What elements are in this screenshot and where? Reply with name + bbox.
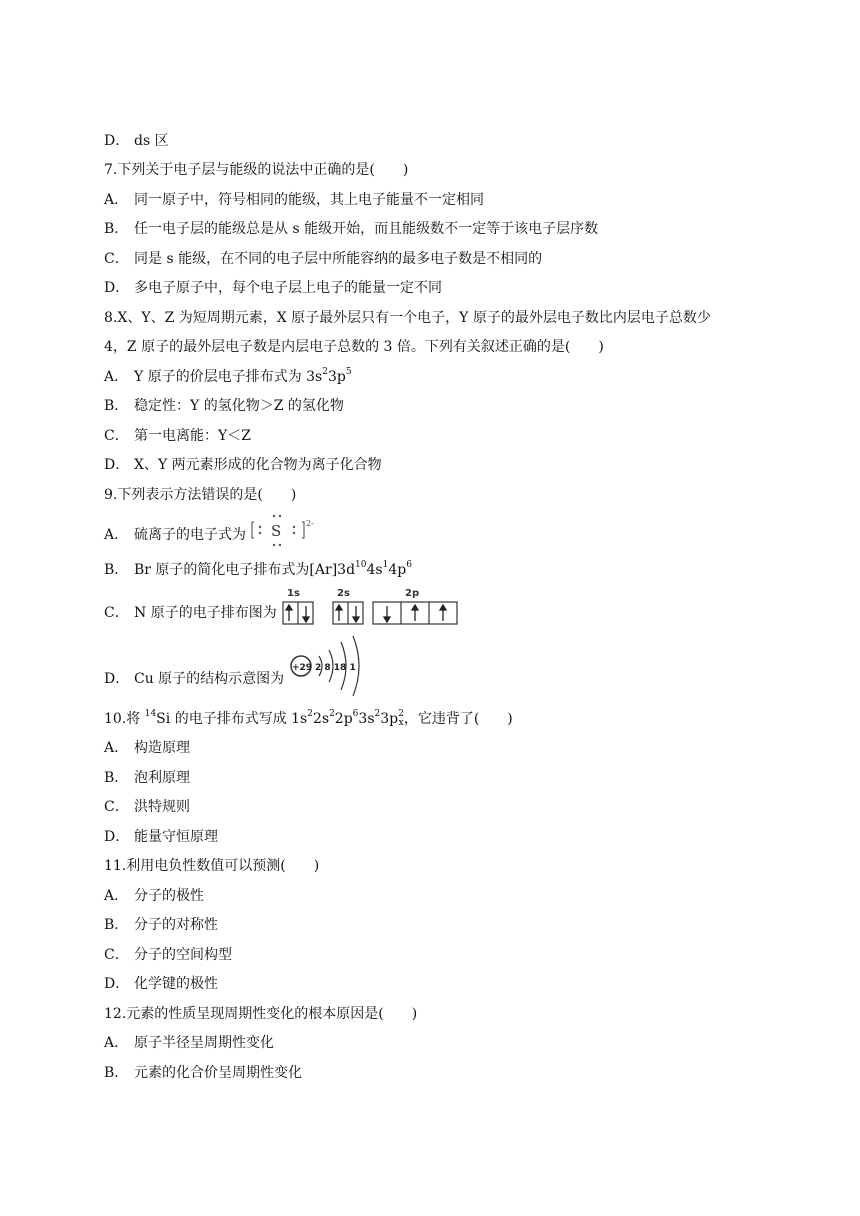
q9-option-b: B． Br 原子的简化电子排布式为$[Ar]3d^{10}4s^14p^6$ [104,560,412,578]
q7-stem: 7.下列关于电子层与能级的说法中正确的是( ) [104,162,409,178]
q10-option-b: B． 泡利原理 [104,770,190,786]
q11-stem: 11.利用电负性数值可以预测( ) [104,858,320,874]
q10-option-c: C． 洪特规则 [104,799,190,815]
q10-stem: 10.将 $^{14}$Si 的电子排布式写成 $1s^22s^22p^63s^23p2$ x，它违背了( ) [104,709,513,728]
q8-option-d: D． X、Y 两元素形成的化合物为离子化合物 [104,457,382,473]
q8-option-a: A． Y 原子的价层电子排布式为 $3s^23p^5$ [104,367,352,385]
q12-option-a: A． 原子半径呈周期性变化 [104,1035,274,1051]
q9-option-c: C． N 原子的电子排布图为 1s 2s 2p [104,598,461,628]
q6-option-d: D． ds 区 [104,133,169,149]
q7-option-b: B． 任一电子层的能级总是从 s 能级开始，而且能级数不一定等于该电子层序数 [104,221,599,237]
q11-option-d: D． 化学键的极性 [104,976,218,992]
svg-text:1s: 1s [287,588,301,599]
q11-option-c: C． 分子的空间构型 [104,947,232,963]
q7-option-c: C． 同是 s 能级，在不同的电子层中所能容纳的最多电子数是不相同的 [104,251,543,267]
svg-text:+29: +29 [291,663,312,673]
q7-option-a: A． 同一原子中，符号相同的能级，其上电子能量不一定相同 [104,192,484,208]
q8-option-c: C． 第一电离能：Y＜Z [104,428,251,444]
q8-option-b: B． 稳定性：Y 的氢化物＞Z 的氢化物 [104,398,344,414]
q10-option-d: D． 能量守恒原理 [104,829,218,845]
svg-text:2p: 2p [405,588,420,599]
nitrogen-orbital-diagram-icon [281,586,461,628]
q11-option-a: A． 分子的极性 [104,888,204,904]
copper-atom-structure-icon [289,634,379,698]
q12-option-b: B． 元素的化合价呈周期性变化 [104,1065,302,1081]
q12-stem: 12.元素的性质呈现周期性变化的根本原因是( ) [104,1006,418,1022]
svg-text:2 8 18 1: 2 8 18 1 [314,663,356,673]
svg-text:2-: 2- [306,519,315,528]
q11-option-b: B． 分子的对称性 [104,917,218,933]
q7-option-d: D． 多电子原子中，每个电子层上电子的能量一定不同 [104,280,442,296]
sulfide-ion-electron-dot-icon [250,512,316,548]
q10-option-a: A． 构造原理 [104,740,190,756]
q8-stem-line1: 8.X、Y、Z 为短周期元素，X 原子最外层只有一个电子，Y 原子的最外层电子数比内层电子总数少 [104,310,711,326]
q9-option-a: A． 硫离子的电子式为 S 2- [104,522,316,548]
q9-stem: 9.下列表示方法错误的是( ) [104,487,297,503]
q9-option-d: D． Cu 原子的结构示意图为 +29 2 8 18 1 [104,660,379,698]
q8-stem-line2: 4，Z 原子的最外层电子数是内层电子总数的 3 倍。下列有关叙述正确的是( ) [104,339,604,355]
svg-text:2s: 2s [337,588,351,599]
svg-text:S: S [271,522,282,540]
